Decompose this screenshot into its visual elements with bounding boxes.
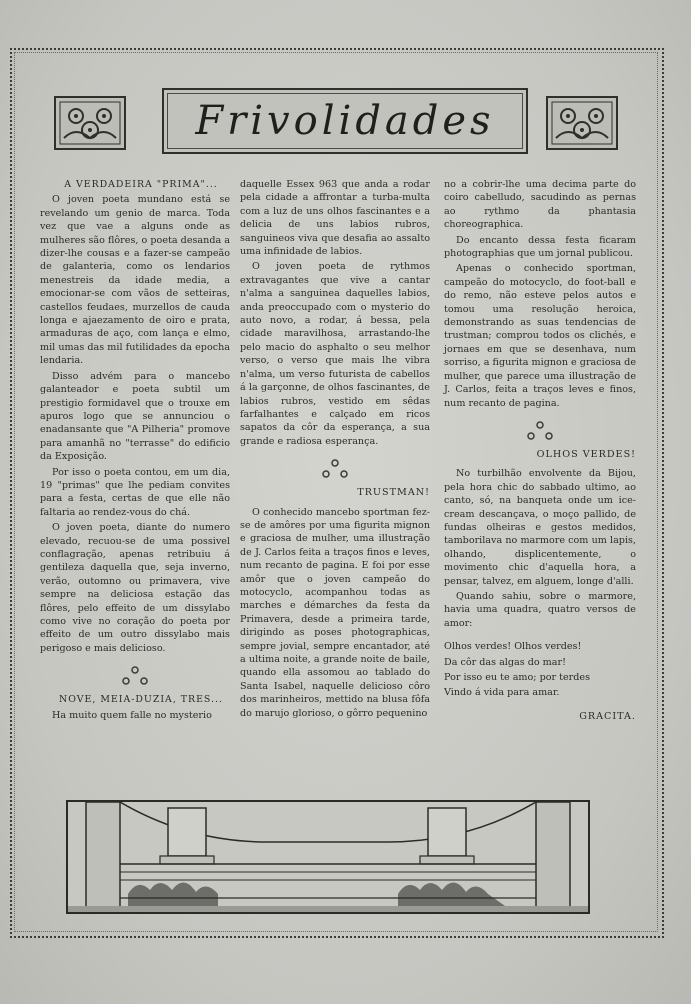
masthead-title: Frivolidades — [195, 98, 495, 144]
column-3 — [444, 178, 636, 729]
author-signature: GRACITA. — [579, 710, 636, 722]
paragraph: daquelle Essex 963 que anda a rodar pela cidade a affrontar a turba-multa com a luz de uns olhos fascinantes e a delicia de uns labios rubros, sanguineos viva que desafia ao assalto uma infinidade de labios. — [240, 179, 430, 258]
poem-line: Olhos verdes! Olhos verdes! — [444, 641, 582, 653]
ornament-icon — [54, 96, 126, 150]
paragraph: no a cobrir-lhe uma decima parte do coiro cabelludo, sacudindo as pernas ao rythmo da phantasia choreographica. — [444, 179, 636, 231]
poem-line: Por isso eu te amo; por terdes — [444, 672, 590, 683]
paragraph: O joven poeta de rythmos extravagantes que vive a cantar n'alma a sanguinea daquelles labios, anda preoccupado com o mysterio do auto novo, a rodar, á bessa, pela cidade maravilhosa, arrastando-lhe pelo macio do asphalto o seu melhor verso, o verso que mais lhe vibra n'alma, um verso futurista de cabellos á la garçonne, de olhos fascinantes, de labios rubros, vestido em sêdas farfalhantes e calçado em ricos sapatos da côr da esperança, a sua grande e radiosa esperança. — [240, 261, 430, 447]
paragraph: Ha muito quem falle no mysterio — [52, 709, 212, 721]
poem — [444, 640, 636, 700]
section-signature: TRUSTMAN! — [357, 487, 430, 499]
section-title: A VERDADEIRA "PRIMA"... — [64, 179, 218, 190]
section-title: NOVE, MEIA-DUZIA, TRES... — [59, 694, 223, 706]
fleuron-icon — [120, 665, 150, 687]
column-2 — [240, 178, 430, 722]
paragraph: Por isso o poeta contou, em um dia, 19 "primas" que lhe pediam convites para a festa, certas de que elle não faltaria ao rendez-vous do chá. — [40, 466, 230, 518]
fleuron-icon — [525, 420, 555, 442]
ornament-icon — [546, 96, 618, 150]
bottom-illustration — [66, 800, 590, 914]
fleuron-icon — [320, 458, 350, 480]
paragraph: Quando sahiu, sobre o marmore, havia uma quadra, quatro versos de amor: — [444, 590, 636, 629]
paragraph: O joven poeta mundano está se revelando um genio de marca. Toda vez que vae a alguns onde as mulheres são flôres, o poeta desanda a dizer-lhe cousas e a fazer-se campeão de galanteria, como os lendarios menestreis da idade media, a emocionar-se com vãos de setteiras, castellos feudaes, murzellos de cauda longa e ajaezamento de oiro e prata, armaduras de aço, com lança e elmo, mil umas das mil futilidades da epocha lendaria. — [40, 194, 230, 367]
paragraph: No turbilhão envolvente da Bijou, pela hora chic do sabbado ultimo, ao canto, só, na banqueta onde um ice-cream descançava, o moço pallido, de fundas olheiras e gestos medidos, tamborilava no marmore com um lapis, olhando, displicentemente, o movimento chic d'aquella hora, a pensar, talvez, em alguem, longe d'alli. — [444, 468, 636, 587]
masthead-title-box — [162, 88, 528, 154]
section-title: OLHOS VERDES! — [536, 448, 636, 460]
paragraph: O joven poeta, diante do numero elevado, recuou-se de uma possivel conflagração, apenas retribuiu á gentileza daquella que, seja inverno, verão, outomno ou primavera, vive sempre na deliciosa estação das flôres, pelo effeito de um dissylabo como vive no coração do poeta por effeito de um outro dissylabo mais perigoso e mais delicioso. — [40, 522, 230, 654]
paragraph: O conhecido mancebo sportman fez-se de amôres por uma figurita mignon e graciosa de mulher, uma illustração de J. Carlos feita a traços finos e leves, num recanto de pagina. E foi por esse amôr que o joven campeão do motocyclo, acompanhou todas as marches e démarches da festa da Primavera, desde a primeira tarde, dirigindo as poses photographicas, sempre jovial, sempre encantador, até a ultima noite, a grande noite de baile, quando ella assomou ao tablado do Santa Isabel, naquelle delicioso côro dos marinheiros, mettido na blusa fôfa do marujo glorioso, o gôrro pequenino — [240, 506, 430, 719]
masthead — [50, 88, 628, 158]
paragraph: Disso advém para o mancebo galanteador e poeta subtil um prestigio formidavel que o trouxe em apuros logo que se annunciou o enadansante que "A Pilheria" promove para amanhã no "terrasse" do edificio da Exposição. — [40, 370, 230, 463]
paragraph: Do encanto dessa festa ficaram photographias que um jornal publicou. — [444, 234, 636, 260]
poem-line: Da côr das algas do mar! — [444, 656, 566, 668]
column-1 — [40, 178, 230, 724]
poem-line: Vindo á vida para amar. — [444, 687, 560, 699]
paragraph: Apenas o conhecido sportman, campeão do motocyclo, do foot-ball e do remo, não esteve pelos autos e tomou uma resolução heroica, demonstrando as suas tendencias de trustman; comprou todos os clichés, e jornaes em que se desenhava, num sorriso, a figurita mignon e graciosa de mulher, que parece uma illustração de J. Carlos, feita a traços leves e finos, num recanto de pagina. — [444, 263, 636, 409]
